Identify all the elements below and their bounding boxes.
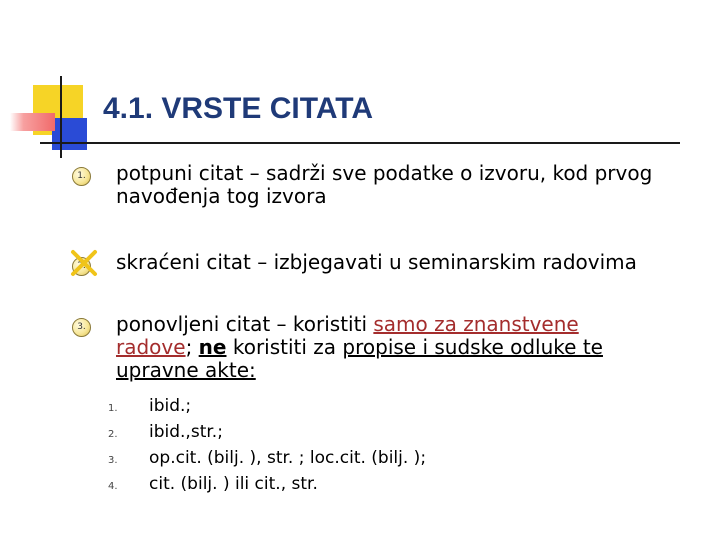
slide-title: 4.1. VRSTE CITATA <box>103 92 374 125</box>
numbered-bullet: 3. <box>72 318 91 337</box>
item-3-highlight: samo za znanstvene radove <box>116 312 579 359</box>
deco-blue-square <box>52 118 87 150</box>
sub-item: op.cit. (bilj. ), str. ; loc.cit. (bilj. ); <box>149 448 427 468</box>
deco-red-bar <box>10 113 55 131</box>
sub-item: cit. (bilj. ) ili cit., str. <box>149 474 318 494</box>
list-item-2: skraćeni citat – izbjegavati u seminarskim radovima <box>116 250 637 274</box>
cross-icon <box>68 247 100 279</box>
item-3-emphasis: ne <box>198 335 227 359</box>
deco-horizontal-line <box>40 142 680 144</box>
item-3-text: ; <box>185 335 199 359</box>
item-3-text: koristiti za <box>226 335 343 359</box>
item-3-text: ponovljeni citat – koristiti <box>116 312 374 336</box>
deco-vertical-line <box>60 76 62 158</box>
sub-item-number: 4. <box>108 481 118 492</box>
sub-item-number: 1. <box>108 403 118 414</box>
sub-item: ibid.,str.; <box>149 422 223 442</box>
sub-item: ibid.; <box>149 396 192 416</box>
sub-item-number: 3. <box>108 455 118 466</box>
numbered-bullet: 1. <box>72 167 91 186</box>
list-item-3 <box>116 313 646 382</box>
sub-item-number: 2. <box>108 429 118 440</box>
list-item-1: potpuni citat – sadrži sve podatke o izvoru, kod prvog navođenja tog izvora <box>116 161 653 208</box>
item-3-underline: propise i sudske odluke te upravne akte: <box>116 335 603 382</box>
